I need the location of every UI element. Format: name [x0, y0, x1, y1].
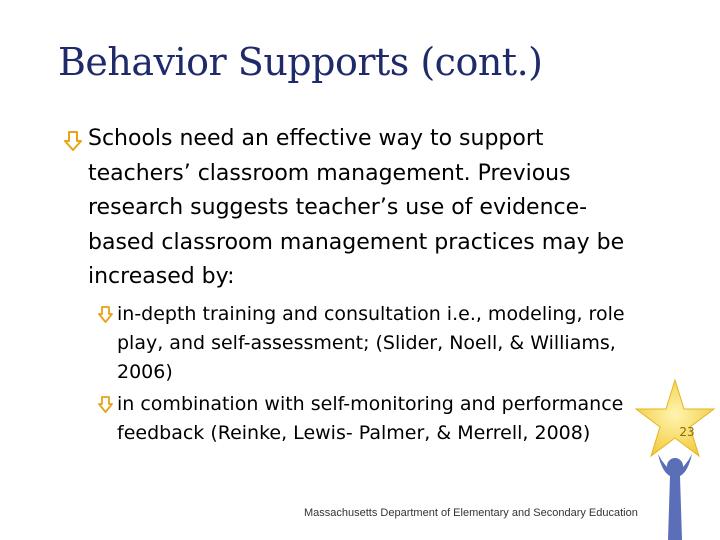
footer-text: Massachusetts Department of Elementary and Secondary Education: [304, 507, 638, 519]
sub-bullet: [98, 390, 638, 448]
down-arrow-icon: [64, 131, 82, 151]
page-number: 23: [679, 425, 695, 439]
sub-bullet-text: in combination with self-monitoring and performance feedback (Reinke, Lewis- Palmer, & Merrell, 2008): [117, 393, 624, 444]
bullet-main-text: Schools need an effective way to support teachers’ classroom management. Previous research suggests teacher’s use of evidence-based classroom management practices may be increased by:: [88, 126, 625, 289]
sub-bullet: [98, 300, 638, 387]
sub-bullet-text: in-depth training and consultation i.e., modeling, role play, and self-assessment; (Slider, Noell, & Williams, 2006): [117, 303, 625, 383]
star-figure-icon: [632, 376, 718, 540]
bullet-main: [64, 122, 644, 295]
down-arrow-icon: [98, 306, 113, 323]
slide-title: Behavior Supports (cont.): [58, 40, 543, 84]
down-arrow-icon: [98, 396, 113, 413]
